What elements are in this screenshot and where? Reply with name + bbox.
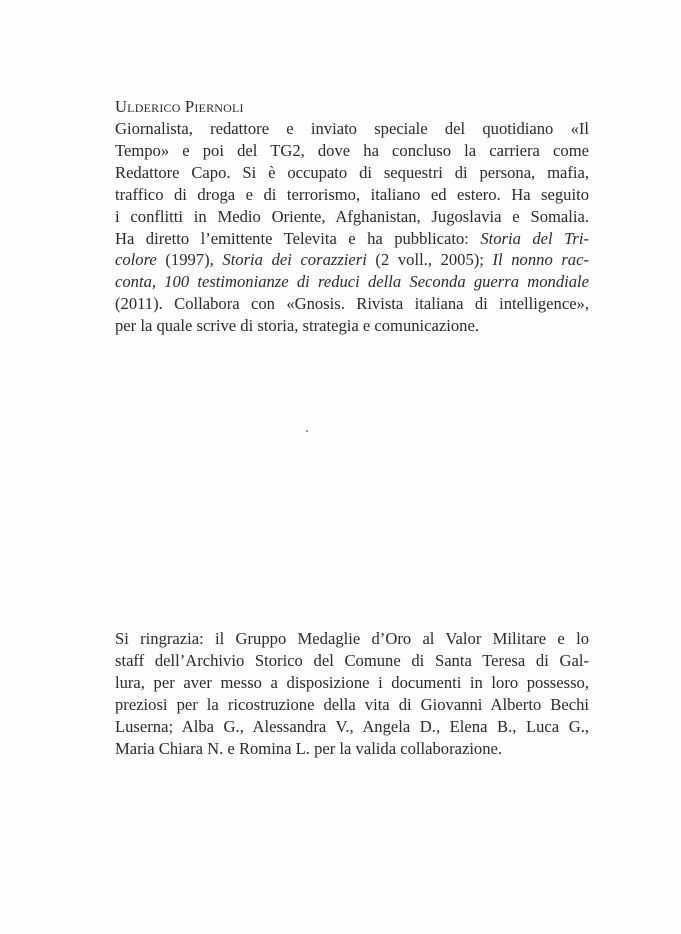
biography-line	[115, 228, 589, 250]
book-title-text: Storia del Tri-	[480, 228, 589, 248]
text-run: (2011). Collabora con «Gnosis. Rivista italiana di intelligence»,	[115, 294, 589, 314]
biography-line	[115, 162, 589, 184]
book-title-text: conta, 100 testimonianze di reduci della Seconda guerra mondiale	[115, 272, 589, 292]
book-title-text: Storia dei corazzieri	[222, 250, 367, 270]
acknowledgement-line: Si ringrazia: il Gruppo Medaglie d’Oro al Valor Militare e lo	[115, 629, 589, 648]
text-run: Giornalista, redattore e inviato speciale del quotidiano «Il	[115, 119, 589, 138]
biography-text	[115, 118, 589, 337]
text-run: i conflitti in Medio Oriente, Afghanistan, Jugoslavia e Somalia.	[115, 206, 589, 226]
acknowledgement-line: lura, per aver messo a disposizione i documenti in loro possesso,	[115, 672, 589, 692]
book-title-text: colore	[115, 250, 157, 270]
acknowledgement-line: Maria Chiara N. e Romina L. per la valida collaborazione.	[115, 738, 503, 758]
author-biography	[115, 96, 589, 337]
acknowledgements	[115, 628, 589, 759]
text-run: Tempo» e poi del TG2, dove ha concluso la carriera come	[115, 140, 589, 160]
biography-line	[115, 315, 589, 337]
biography-line	[115, 140, 589, 162]
page-speck	[306, 430, 308, 432]
biography-line	[115, 118, 589, 140]
acknowledgement-line: Luserna; Alba G., Alessandra V., Angela D., Elena B., Luca G.,	[115, 716, 589, 736]
acknowledgements-text	[115, 628, 589, 759]
biography-line	[115, 184, 589, 206]
text-run: (2 voll., 2005);	[366, 250, 493, 270]
acknowledgement-line: preziosi per la ricostruzione della vita di Giovanni Alberto Bechi	[115, 694, 589, 714]
text-run: (1997),	[156, 250, 223, 270]
acknowledgement-line: staff dell’Archivio Storico del Comune di Santa Teresa di Gal-	[115, 650, 589, 670]
text-run: Redattore Capo. Si è occupato di sequestri di persona, mafia,	[115, 162, 589, 182]
text-run: Ha diretto l’emittente Televita e ha pubblicato:	[115, 228, 481, 248]
biography-line	[115, 249, 589, 271]
biography-line	[115, 293, 589, 315]
book-title-text: Il nonno rac-	[492, 250, 589, 270]
biography-line	[115, 271, 589, 293]
biography-line	[115, 206, 589, 228]
text-run: per la quale scrive di storia, strategia e comunicazione.	[115, 316, 479, 336]
author-name: Ulderico Piernoli	[115, 97, 244, 116]
text-run: traffico di droga e di terrorismo, italiano ed estero. Ha seguito	[115, 184, 589, 204]
